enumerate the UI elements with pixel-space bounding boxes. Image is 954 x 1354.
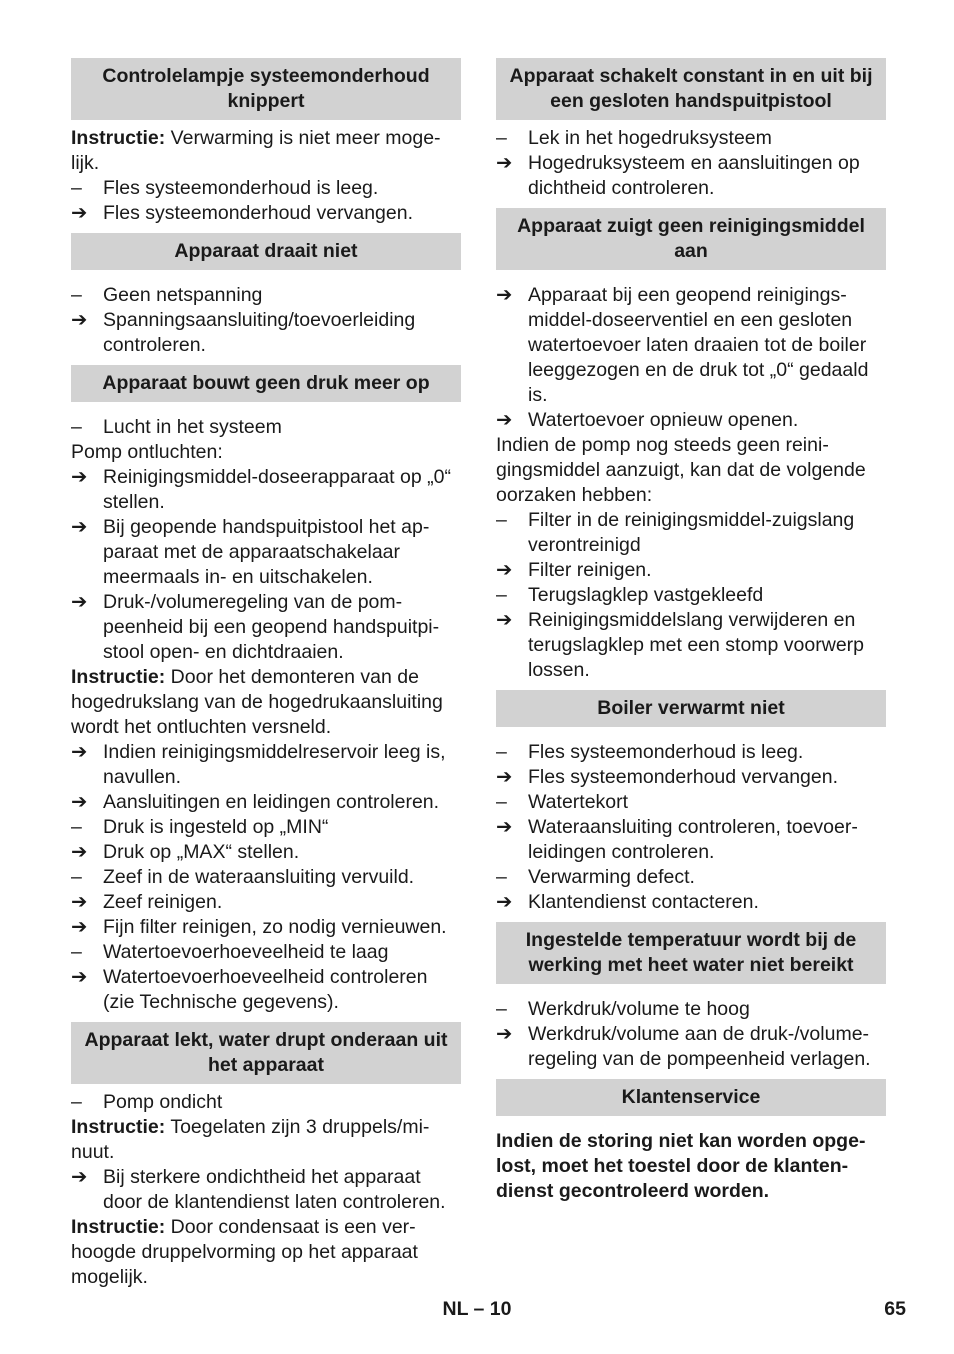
- action-text: Reinigingsmiddelslang verwijderen en terugslagklep met een stomp voorwerp lossen.: [528, 609, 865, 681]
- action-text: Filter reinigen.: [528, 559, 652, 581]
- action-text: Bij geopende handspuitpistool het ap-paraat met de apparaatschakelaar meermaals in- en uitschakelen.: [103, 516, 430, 588]
- action-item: [71, 308, 461, 358]
- action-text: Aansluitingen en leidingen controleren.: [103, 791, 440, 813]
- action-item: [71, 915, 461, 940]
- section-heading: Apparaat draait niet: [71, 233, 461, 270]
- customer-service-text: Indien de storing niet kan worden opge-lost, moet het toestel door de klanten-dienst gecontroleerd worden.: [496, 1130, 866, 1202]
- section-heading: Apparaat bouwt geen druk meer op: [71, 365, 461, 402]
- dash-marker: –: [71, 866, 82, 888]
- action-item: [71, 965, 461, 1015]
- cause-item: [71, 940, 461, 965]
- action-item: [71, 201, 461, 226]
- cause-item: [71, 283, 461, 308]
- arrow-icon: ➔: [71, 966, 88, 988]
- plain-text: Indien de pomp nog steeds geen reini-gingsmiddel aanzuigt, kan dat de volgende oorzaken hebben:: [496, 434, 866, 506]
- arrow-icon: ➔: [71, 516, 88, 538]
- action-text: Werkdruk/volume aan de druk-/volume-regeling van de pompeenheid verlagen.: [528, 1023, 871, 1070]
- dash-marker: –: [496, 584, 507, 606]
- cause-item: [496, 126, 886, 151]
- instruction-text: Door condensaat is een ver-hoogde druppelvorming op het apparaat mogelijk.: [71, 1216, 418, 1288]
- action-item: [71, 465, 461, 515]
- dash-marker: –: [496, 741, 507, 763]
- action-item: [71, 790, 461, 815]
- action-text: Watertoevoer opnieuw openen.: [528, 409, 799, 431]
- arrow-icon: ➔: [71, 202, 88, 224]
- cause-text: Terugslagklep vastgekleefd: [528, 584, 764, 606]
- dash-marker: –: [71, 816, 82, 838]
- action-item: [496, 408, 886, 433]
- cause-text: Lucht in het systeem: [103, 416, 282, 438]
- action-item: [71, 590, 461, 665]
- cause-item: [71, 815, 461, 840]
- cause-item: [496, 865, 886, 890]
- action-item: [71, 890, 461, 915]
- action-item: [496, 765, 886, 790]
- arrow-icon: ➔: [71, 309, 88, 331]
- action-text: Hogedruksysteem en aansluitingen op dichtheid controleren.: [528, 152, 860, 199]
- cause-text: Fles systeemonderhoud is leeg.: [528, 741, 804, 763]
- arrow-icon: ➔: [71, 466, 88, 488]
- cause-text: Lek in het hogedruksysteem: [528, 127, 772, 149]
- dash-marker: –: [71, 1091, 82, 1113]
- cause-item: [496, 583, 886, 608]
- section-heading: Boiler verwarmt niet: [496, 690, 886, 727]
- section-heading: Klantenservice: [496, 1079, 886, 1116]
- action-item: [496, 890, 886, 915]
- dash-marker: –: [496, 791, 507, 813]
- action-text: Fijn filter reinigen, zo nodig vernieuwen.: [103, 916, 447, 938]
- arrow-icon: ➔: [71, 841, 88, 863]
- arrow-icon: ➔: [71, 591, 88, 613]
- action-text: Spanningsaansluiting/toevoerleiding controleren.: [103, 309, 416, 356]
- action-item: [496, 283, 886, 408]
- arrow-icon: ➔: [71, 916, 88, 938]
- action-text: Fles systeemonderhoud vervangen.: [103, 202, 414, 224]
- arrow-icon: ➔: [496, 816, 513, 838]
- left-column: [71, 58, 461, 1290]
- cause-text: Fles systeemonderhoud is leeg.: [103, 177, 379, 199]
- action-item: [496, 608, 886, 683]
- action-item: [71, 515, 461, 590]
- action-text: Bij sterkere ondichtheid het apparaat door de klantendienst laten controleren.: [103, 1166, 446, 1213]
- cause-item: [496, 997, 886, 1022]
- arrow-icon: ➔: [496, 559, 513, 581]
- cause-text: Werkdruk/volume te hoog: [528, 998, 750, 1020]
- section-heading: Apparaat lekt, water drupt onderaan uit het apparaat: [71, 1022, 461, 1084]
- arrow-icon: ➔: [71, 1166, 88, 1188]
- section-heading: Ingestelde temperatuur wordt bij de werking met heet water niet bereikt: [496, 922, 886, 984]
- arrow-icon: ➔: [496, 1023, 513, 1045]
- cause-text: Pomp ondicht: [103, 1091, 223, 1113]
- action-item: [71, 840, 461, 865]
- instruction-note: [71, 126, 461, 176]
- dash-marker: –: [496, 127, 507, 149]
- action-text: Apparaat bij een geopend reinigings-middel-doseerventiel en een gesloten watertoevoer laten draaien tot de boiler leeggezogen en de druk tot „0“ gedaald is.: [528, 284, 869, 406]
- dash-marker: –: [496, 509, 507, 531]
- cause-item: [496, 790, 886, 815]
- arrow-icon: ➔: [496, 891, 513, 913]
- cause-item: [71, 1090, 461, 1115]
- arrow-icon: ➔: [71, 741, 88, 763]
- action-item: [71, 1165, 461, 1215]
- cause-text: Watertekort: [528, 791, 629, 813]
- action-text: Druk-/volumeregeling van de pom-peenheid bij een geopend handspuitpi-stool open- en dichtdraaien.: [103, 591, 440, 663]
- action-text: Reinigingsmiddel-doseerapparaat op „0“ stellen.: [103, 466, 451, 513]
- instruction-text: Verwarming is niet meer moge-lijk.: [71, 127, 441, 174]
- arrow-icon: ➔: [496, 152, 513, 174]
- action-text: Zeef reinigen.: [103, 891, 223, 913]
- cause-item: [71, 415, 461, 440]
- section-heading: Apparaat zuigt geen reinigingsmiddel aan: [496, 208, 886, 270]
- arrow-icon: ➔: [496, 284, 513, 306]
- cause-text: Zeef in de wateraansluiting vervuild.: [103, 866, 415, 888]
- instruction-label: Instructie:: [71, 666, 166, 688]
- action-text: Watertoevoerhoeveelheid controleren (zie Technische gegevens).: [103, 966, 428, 1013]
- instruction-note: [71, 665, 461, 740]
- action-item: [496, 558, 886, 583]
- cause-item: [71, 176, 461, 201]
- dash-marker: –: [71, 284, 82, 306]
- action-text: Indien reinigingsmiddelreservoir leeg is, navullen.: [103, 741, 446, 788]
- action-text: Klantendienst contacteren.: [528, 891, 759, 913]
- cause-text: Filter in de reinigingsmiddel-zuigslang verontreinigd: [528, 509, 855, 556]
- page-number: 65: [884, 1298, 906, 1320]
- instruction-text: Door het demonteren van de hogedrukslang van de hogedrukaansluiting wordt het ontluchten versneld.: [71, 666, 443, 738]
- action-text: Fles systeemonderhoud vervangen.: [528, 766, 839, 788]
- cause-text: Watertoevoerhoeveelheid te laag: [103, 941, 389, 963]
- plain-text: Pomp ontluchten:: [71, 441, 223, 463]
- dash-marker: –: [496, 998, 507, 1020]
- instruction-text: Toegelaten zijn 3 druppels/mi-nuut.: [71, 1116, 430, 1163]
- section-heading: Apparaat schakelt constant in en uit bij een gesloten handspuitpistool: [496, 58, 886, 120]
- dash-marker: –: [71, 941, 82, 963]
- action-text: Druk op „MAX“ stellen.: [103, 841, 300, 863]
- arrow-icon: ➔: [496, 409, 513, 431]
- arrow-icon: ➔: [496, 766, 513, 788]
- right-column: [496, 58, 886, 1204]
- dash-marker: –: [496, 866, 507, 888]
- action-item: [496, 151, 886, 201]
- cause-text: Verwarming defect.: [528, 866, 695, 888]
- instruction-note: [71, 1215, 461, 1290]
- instruction-label: Instructie:: [71, 1216, 166, 1238]
- page-footer-label: NL – 10: [442, 1298, 512, 1320]
- cause-text: Druk is ingesteld op „MIN“: [103, 816, 329, 838]
- arrow-icon: ➔: [71, 891, 88, 913]
- cause-item: [496, 508, 886, 558]
- cause-item: [71, 865, 461, 890]
- instruction-label: Instructie:: [71, 1116, 166, 1138]
- cause-item: [496, 740, 886, 765]
- action-item: [496, 1022, 886, 1072]
- dash-marker: –: [71, 177, 82, 199]
- instruction-note: [71, 1115, 461, 1165]
- arrow-icon: ➔: [71, 791, 88, 813]
- section-heading: Controlelampje systeemonderhoud knippert: [71, 58, 461, 120]
- cause-text: Geen netspanning: [103, 284, 263, 306]
- action-item: [71, 740, 461, 790]
- dash-marker: –: [71, 416, 82, 438]
- action-item: [496, 815, 886, 865]
- action-text: Wateraansluiting controleren, toevoer-leidingen controleren.: [528, 816, 858, 863]
- arrow-icon: ➔: [496, 609, 513, 631]
- instruction-label: Instructie:: [71, 127, 166, 149]
